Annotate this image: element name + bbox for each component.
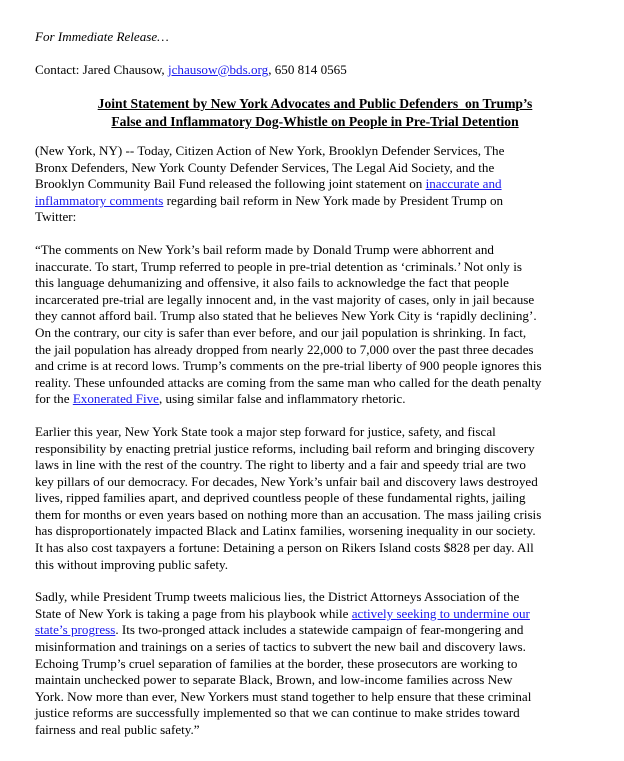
text-line: Sadly, while President Trump tweets malicious lies, the District Attorneys Association of the	[35, 589, 520, 605]
text-segment: State of New York is taking a page from his playbook while	[35, 605, 352, 621]
text-segment: , using similar false and inflammatory rhetoric.	[158, 391, 406, 407]
text-segment: Brooklyn Community Bail Fund released the following joint statement on	[35, 176, 426, 192]
text-line	[35, 391, 595, 408]
title-line-1: Joint Statement by New York Advocates and Public Defenders on Trump’s	[97, 96, 533, 112]
exonerated-five-link[interactable]: Exonerated Five	[72, 391, 159, 407]
statement-title	[35, 95, 595, 130]
text-line: and crime is at record lows. Trump’s comments on the pre-trial liberty of 900 people ignores this	[35, 358, 542, 374]
text-line: On the contrary, our city is safer than ever before, and our jail population is shrinking. In fact,	[35, 324, 527, 340]
prosecutors-paragraph	[35, 589, 595, 738]
text-line: “The comments on New York’s bail reform made by Donald Trump were abhorrent and	[35, 241, 494, 257]
contact-phone: , 650 814 0565	[268, 61, 347, 77]
contact-email-link[interactable]: jchausow@bds.org	[167, 61, 269, 77]
text-line: responsibility by enacting pretrial justice reforms, including bail reform and bringing discovery	[35, 440, 535, 456]
text-line: (New York, NY) -- Today, Citizen Action of New York, Brooklyn Defender Services, The	[35, 143, 505, 158]
undermine-progress-link[interactable]: actively seeking to undermine our	[351, 605, 530, 621]
text-line: key pillars of our democracy. For decades, New York’s unfair bail and discovery laws destroyed	[35, 473, 538, 489]
reform-paragraph	[35, 424, 595, 573]
text-line: inaccurate. To start, Trump referred to people in pre-trial detention as ‘criminals.’ Not only is	[35, 258, 522, 274]
text-line: maintain unchecked power to separate Black, Brown, and low-income families across New	[35, 672, 513, 688]
text-line: them for months or even years based on nothing more than an accusation. The mass jailing crisis	[35, 506, 542, 522]
inflammatory-comments-link[interactable]: inflammatory comments	[35, 192, 164, 208]
text-line: laws in line with the rest of the country. The right to liberty and a fair and speedy trial are two	[35, 457, 526, 473]
text-line: lives, ripped families apart, and deprived countless people of these fundamental rights, jailing	[35, 490, 526, 506]
text-line	[35, 606, 595, 623]
text-line: Earlier this year, New York State took a major step forward for justice, safety, and fiscal	[35, 423, 496, 439]
quote-paragraph	[35, 242, 595, 408]
text-line	[35, 622, 595, 639]
contact-name: Contact: Jared Chausow,	[35, 61, 168, 77]
text-line: It has also cost taxpayers a fortune: Detaining a person on Rikers Island costs $828 per day. All	[35, 540, 534, 556]
text-segment: regarding bail reform in New York made by President Trump on	[163, 192, 504, 208]
press-release	[35, 29, 595, 739]
text-line: justice reforms are successfully implemented so that we can continue to make strides toward	[35, 705, 520, 721]
release-label: For Immediate Release…	[35, 29, 169, 44]
states-progress-link[interactable]: state’s progress	[35, 622, 116, 638]
text-line: Bronx Defenders, New York County Defender Services, The Legal Aid Society, and the	[35, 159, 495, 175]
intro-paragraph	[35, 143, 595, 226]
text-line	[35, 193, 595, 210]
text-line: incarcerated pre-trial are legally innocent and, in the vast majority of cases, only in jail because	[35, 291, 535, 307]
text-line: this without improving public safety.	[35, 556, 228, 572]
text-segment: for the	[35, 391, 73, 407]
contact-line	[35, 62, 595, 79]
text-line: misinformation and trainings on a series of tactics to subvert the new bail and discovery laws.	[35, 639, 526, 655]
text-line: Twitter:	[35, 209, 77, 225]
title-line-2: False and Inflammatory Dog-Whistle on People in Pre-Trial Detention	[111, 113, 519, 129]
text-line: reality. These unfounded attacks are coming from the same man who called for the death penalty	[35, 374, 542, 390]
inaccurate-comments-link[interactable]: inaccurate and	[425, 176, 502, 192]
text-segment: . Its two-pronged attack includes a statewide campaign of fear-mongering and	[115, 622, 524, 638]
text-line: has disproportionately impacted Black and Latinx families, worsening inequality in our society.	[35, 523, 536, 539]
text-line: the jail population has already dropped from nearly 22,000 to 7,000 over the past three decades	[35, 341, 534, 357]
text-line: fairness and real public safety.”	[35, 722, 200, 737]
text-line: Echoing Trump’s cruel separation of families at the border, these prosecutors are working to	[35, 655, 518, 671]
text-line: they cannot afford bail. Trump also stated that he believes New York City is ‘rapidly declining’.	[35, 308, 537, 324]
text-line: this language dehumanizing and offensive, it also fails to acknowledge the fact that people	[35, 275, 509, 291]
text-line	[35, 176, 595, 193]
text-line: York. Now more than ever, New Yorkers must stand together to help ensure that these criminal	[35, 688, 532, 704]
